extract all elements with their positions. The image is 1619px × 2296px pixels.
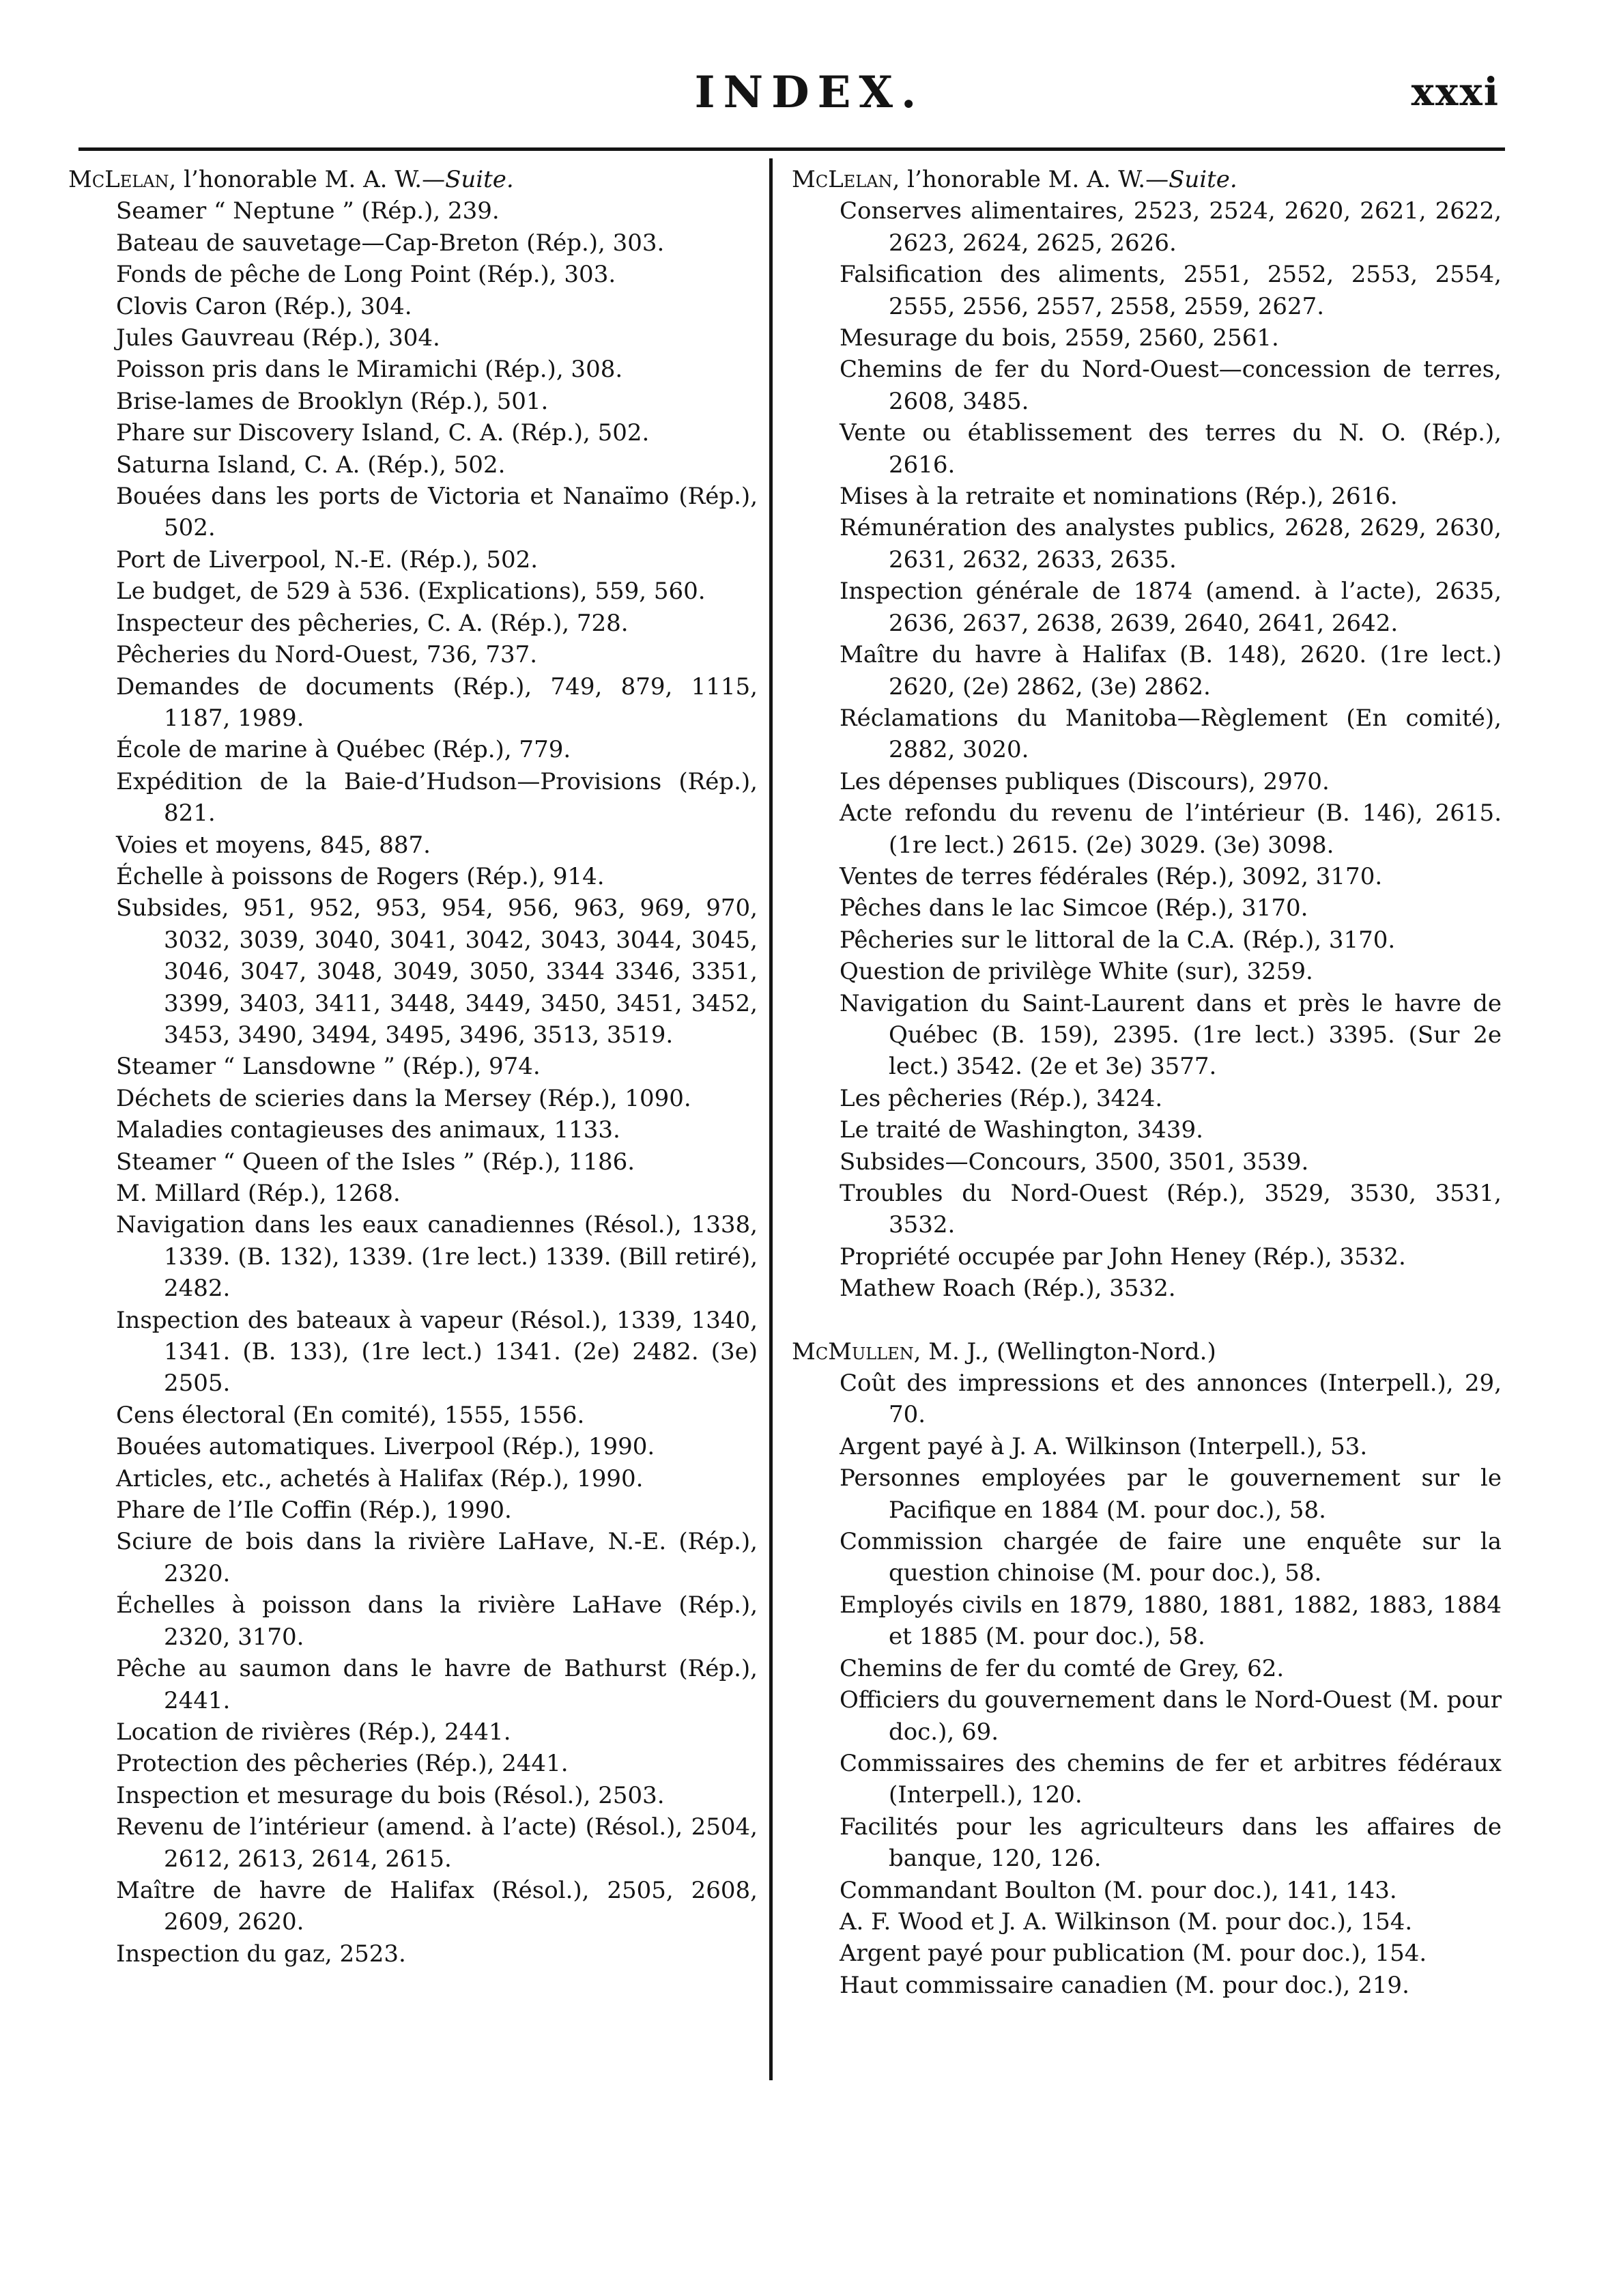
entry-heading-mclelan-suite (792, 164, 1502, 195)
column-divider (769, 158, 773, 2080)
right-entries (792, 195, 1502, 1304)
index-entry: Argent payé pour publication (M. pour doc.), 154. (840, 1940, 1427, 1968)
index-entry: Steamer “ Lansdowne ” (Rép.), 974. (116, 1053, 541, 1081)
index-entry: Saturna Island, C. A. (Rép.), 502. (116, 451, 506, 479)
index-entry: Inspection générale de 1874 (amend. à l’acte), 2635, 2636, 2637, 2638, 2639, 2640, 2641, 2642. (840, 578, 1502, 637)
index-entry: Phare de l’Ile Coffin (Rép.), 1990. (116, 1497, 512, 1525)
index-entry: Troubles du Nord-Ouest (Rép.), 3529, 3530, 3531, 3532. (840, 1180, 1502, 1239)
heading-suite: Suite. (445, 166, 514, 193)
index-entry: Location de rivières (Rép.), 2441. (116, 1718, 511, 1746)
index-entry: Maître de havre de Halifax (Résol.), 2505, 2608, 2609, 2620. (116, 1876, 758, 1936)
index-entry: Clovis Caron (Rép.), 304. (116, 292, 412, 320)
index-entry: Personnes employées par le gouvernement sur le Pacifique en 1884 (M. pour doc.), 58. (840, 1464, 1502, 1524)
heading-rest: , l’honorable M. A. W.— (169, 166, 446, 193)
index-entry: Navigation dans les eaux canadiennes (Résol.), 1338, 1339. (B. 132), 1339. (1re lect.) 1339. (Bill retiré), 2482. (116, 1211, 758, 1303)
index-entry: Officiers du gouvernement dans le Nord-Ouest (M. pour doc.), 69. (840, 1686, 1502, 1746)
index-entry: Subsides, 951, 952, 953, 954, 956, 963, 969, 970, 3032, 3039, 3040, 3041, 3042, 3043, 3044, 3045, 3046, 3047, 3048, 3049, 3050, 3344 3346, 3351, 3399, 3403, 3411, 3448, 3449, 3450, 3451, 3452, 3453, 3490, 3494, 3495, 3496, 3513, 3519. (116, 894, 758, 1049)
index-entry: Propriété occupée par John Heney (Rép.), 3532. (840, 1243, 1406, 1271)
index-entry: Sciure de bois dans la rivière LaHave, N.-E. (Rép.), 2320. (116, 1528, 758, 1587)
index-entry: Commissaires des chemins de fer et arbitres fédéraux (Interpell.), 120. (840, 1749, 1502, 1809)
page-title: INDEX. (694, 67, 925, 118)
index-entry: Question de privilège White (sur), 3259. (840, 958, 1313, 986)
index-entry: Coût des impressions et des annonces (Interpell.), 29, 70. (840, 1370, 1502, 1429)
index-entry: Facilités pour les agriculteurs dans les affaires de banque, 120, 126. (840, 1813, 1502, 1873)
index-entry: Subsides—Concours, 3500, 3501, 3539. (840, 1148, 1309, 1176)
index-entry: Chemins de fer du Nord-Ouest—concession de terres, 2608, 3485. (840, 356, 1502, 415)
index-entry: M. Millard (Rép.), 1268. (116, 1180, 401, 1207)
heading-name: McLelan (792, 166, 893, 193)
index-entry: Navigation du Saint-Laurent dans et près le havre de Québec (B. 159), 2395. (1re lect.) 3395. (Sur 2e lect.) 3542. (2e et 3e) 3577. (840, 989, 1502, 1081)
entry-heading-mcmullen (792, 1336, 1502, 1367)
index-entry: Jules Gauvreau (Rép.), 304. (116, 324, 440, 352)
index-entry: Ventes de terres fédérales (Rép.), 3092, 3170. (840, 862, 1383, 890)
page-number: xxxi (1411, 70, 1500, 115)
index-entry: Maître du havre à Halifax (B. 148), 2620. (1re lect.) 2620, (2e) 2862, (3e) 2862. (840, 641, 1502, 700)
index-entry: Inspecteur des pêcheries, C. A. (Rép.), 728. (116, 609, 629, 637)
index-entry: Cens électoral (En comité), 1555, 1556. (116, 1401, 585, 1429)
index-entry: Commandant Boulton (M. pour doc.), 141, 143. (840, 1876, 1397, 1904)
section-gap (792, 1305, 1502, 1336)
index-entry: Pêche au saumon dans le havre de Bathurst (Rép.), 2441. (116, 1655, 758, 1714)
left-column (68, 164, 758, 1970)
index-entry: Poisson pris dans le Miramichi (Rép.), 308. (116, 356, 623, 384)
index-entry: Seamer “ Neptune ” (Rép.), 239. (116, 197, 500, 225)
index-entry: Revenu de l’intérieur (amend. à l’acte) (Résol.), 2504, 2612, 2613, 2614, 2615. (116, 1813, 758, 1873)
index-entry: Articles, etc., achetés à Halifax (Rép.), 1990. (116, 1464, 644, 1492)
index-entry: Déchets de scieries dans la Mersey (Rép.), 1090. (116, 1084, 691, 1112)
index-entry: Maladies contagieuses des animaux, 1133. (116, 1116, 620, 1144)
entry-heading-mclelan (68, 164, 758, 195)
index-entry: Chemins de fer du comté de Grey, 62. (840, 1654, 1285, 1682)
heading-name: McLelan (68, 166, 169, 193)
heading-suite: Suite. (1169, 166, 1237, 193)
index-entry: Les dépenses publiques (Discours), 2970. (840, 767, 1330, 795)
index-entry: Fonds de pêche de Long Point (Rép.), 303. (116, 261, 616, 289)
index-entry: Port de Liverpool, N.-E. (Rép.), 502. (116, 545, 539, 573)
index-entry: Mathew Roach (Rép.), 3532. (840, 1275, 1176, 1303)
index-entry: Commission chargée de faire une enquête sur la question chinoise (M. pour doc.), 58. (840, 1528, 1502, 1587)
index-entry: Le budget, de 529 à 536. (Explications), 559, 560. (116, 578, 706, 606)
index-entry: Le traité de Washington, 3439. (840, 1116, 1203, 1144)
index-entry: Falsification des aliments, 2551, 2552, 2553, 2554, 2555, 2556, 2557, 2558, 2559, 2627. (840, 261, 1502, 320)
right-entries-mcmullen (792, 1367, 1502, 2001)
index-entry: Protection des pêcheries (Rép.), 2441. (116, 1750, 569, 1778)
index-entry: Pêcheries du Nord-Ouest, 736, 737. (116, 641, 538, 669)
heading-name: McMullen (792, 1337, 914, 1365)
index-entry: Échelles à poisson dans la rivière LaHave (Rép.), 2320, 3170. (116, 1591, 758, 1651)
index-entry: Bouées dans les ports de Victoria et Nanaïmo (Rép.), 502. (116, 483, 758, 542)
index-entry: Mises à la retraite et nominations (Rép.), 2616. (840, 483, 1398, 511)
index-entry: Phare sur Discovery Island, C. A. (Rép.), 502. (116, 419, 650, 447)
index-entry: Mesurage du bois, 2559, 2560, 2561. (840, 324, 1279, 352)
index-entry: Employés civils en 1879, 1880, 1881, 1882, 1883, 1884 et 1885 (M. pour doc.), 58. (840, 1591, 1502, 1651)
index-entry: A. F. Wood et J. A. Wilkinson (M. pour doc.), 154. (840, 1908, 1413, 1936)
index-entry: Expédition de la Baie-d’Hudson—Provisions (Rép.), 821. (116, 767, 758, 827)
index-entry: Pêcheries sur le littoral de la C.A. (Rép.), 3170. (840, 926, 1396, 954)
index-entry: Pêches dans le lac Simcoe (Rép.), 3170. (840, 894, 1308, 922)
index-entry: Acte refondu du revenu de l’intérieur (B. 146), 2615. (1re lect.) 2615. (2e) 3029. (3e) 3098. (840, 799, 1502, 859)
index-entry: Haut commissaire canadien (M. pour doc.), 219. (840, 1971, 1409, 1999)
heading-rest: , l’honorable M. A. W.— (892, 166, 1169, 193)
index-entry: Inspection et mesurage du bois (Résol.), 2503. (116, 1781, 665, 1809)
index-entry: Voies et moyens, 845, 887. (116, 831, 431, 859)
index-entry: Réclamations du Manitoba—Règlement (En comité), 2882, 3020. (840, 704, 1502, 764)
index-entry: Vente ou établissement des terres du N. O. (Rép.), 2616. (840, 419, 1502, 479)
index-entry: Conserves alimentaires, 2523, 2524, 2620, 2621, 2622, 2623, 2624, 2625, 2626. (840, 197, 1502, 257)
index-entry: Steamer “ Queen of the Isles ” (Rép.), 1186. (116, 1148, 635, 1176)
index-entry: Rémunération des analystes publics, 2628, 2629, 2630, 2631, 2632, 2633, 2635. (840, 514, 1502, 573)
index-entry: Inspection du gaz, 2523. (116, 1940, 406, 1968)
header-rule (78, 147, 1505, 151)
index-entry: Argent payé à J. A. Wilkinson (Interpell.), 53. (840, 1432, 1368, 1460)
left-entries (68, 195, 758, 1970)
heading-rest: , M. J., (Wellington-Nord.) (913, 1337, 1216, 1365)
index-entry: Bateau de sauvetage—Cap-Breton (Rép.), 303. (116, 229, 665, 257)
index-entry: Demandes de documents (Rép.), 749, 879, 1115, 1187, 1989. (116, 672, 758, 732)
index-entry: Bouées automatiques. Liverpool (Rép.), 1990. (116, 1433, 655, 1461)
index-entry: Échelle à poissons de Rogers (Rép.), 914. (116, 862, 605, 890)
index-entry: Les pêcheries (Rép.), 3424. (840, 1084, 1163, 1112)
index-entry: École de marine à Québec (Rép.), 779. (116, 736, 571, 764)
right-column (792, 164, 1502, 2001)
index-entry: Brise-lames de Brooklyn (Rép.), 501. (116, 387, 549, 415)
index-entry: Inspection des bateaux à vapeur (Résol.), 1339, 1340, 1341. (B. 133), (1re lect.) 1341. (2e) 2482. (3e) 2505. (116, 1306, 758, 1398)
